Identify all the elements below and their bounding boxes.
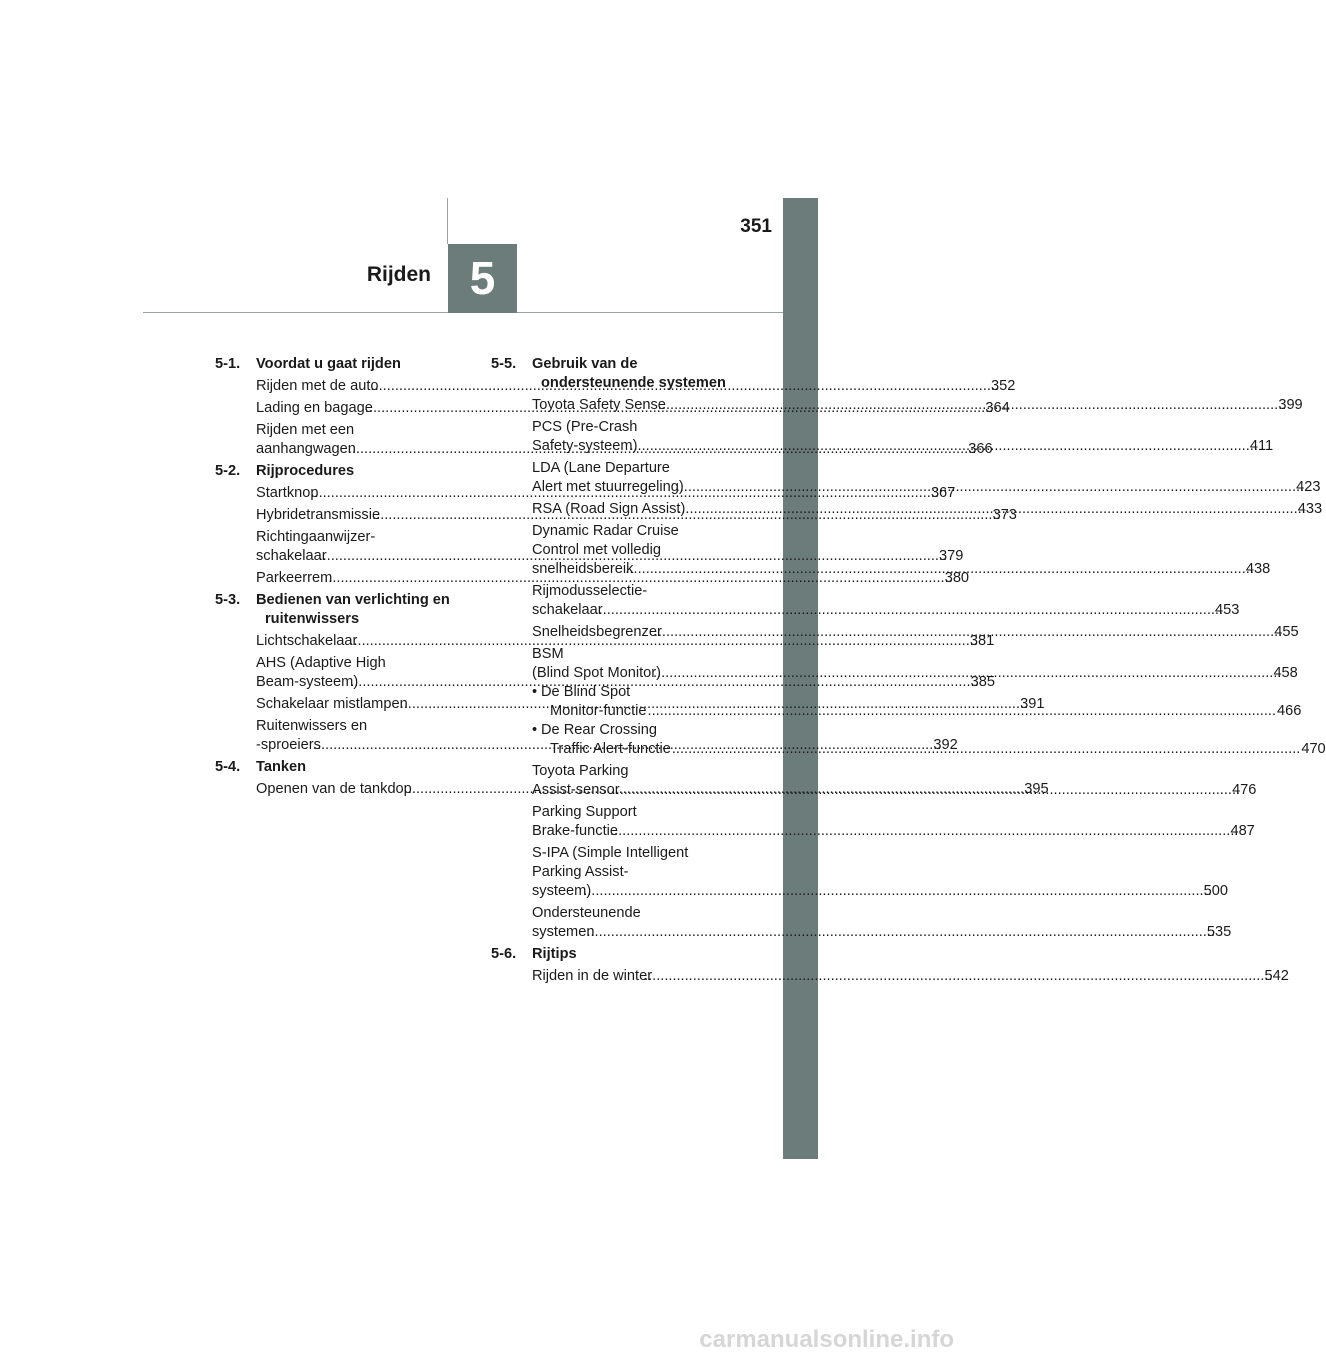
toc-page-ref[interactable]: 352 [990, 378, 1016, 394]
toc-page-ref[interactable]: 395 [1024, 781, 1049, 797]
toc-entry-line [532, 967, 1289, 986]
toc-entry-label: Traffic Alert-functie [550, 741, 671, 757]
toc-entry-line: Parking Support [532, 804, 637, 820]
chapter-number-box: 5 [448, 244, 517, 313]
toc-page-ref[interactable]: 542 [1264, 968, 1289, 984]
toc-dot-leader [667, 396, 1286, 415]
toc-entry-line [541, 702, 1301, 721]
toc-page-ref[interactable]: 453 [1215, 602, 1240, 618]
toc-entry-text [532, 803, 1255, 841]
toc-entry-label: schakelaar [256, 548, 327, 564]
toc-dot-leader [672, 740, 1300, 759]
toc-entry[interactable] [532, 967, 1289, 986]
toc-entry-label: Lichtschakelaar [256, 633, 358, 649]
toc-entry-label: Openen van de tankdop [256, 781, 412, 797]
toc-section-heading[interactable] [491, 355, 739, 393]
toc-section-heading[interactable] [215, 591, 466, 629]
section-number: 5-1. [215, 356, 241, 372]
toc-entry-line: PCS (Pre-Crash [532, 419, 638, 435]
toc-page-ref[interactable]: 423 [1296, 479, 1321, 495]
section-number: 5-5. [491, 356, 517, 372]
toc-entry-text [256, 377, 1016, 396]
header-divider-vertical [447, 198, 448, 244]
toc-page-ref[interactable]: 470 [1301, 741, 1326, 757]
toc-entry-text [532, 904, 1232, 942]
toc-entry-text [532, 582, 1240, 620]
toc-entry-line: LDA (Lane Departure [532, 460, 670, 476]
toc-page-ref[interactable]: 411 [1249, 438, 1274, 454]
toc-entry-line: Control met volledig [532, 542, 661, 558]
section-number: 5-2. [215, 463, 241, 479]
toc-entry-label: Rijden in de winter [532, 968, 653, 984]
toc-dot-leader [595, 923, 1214, 942]
toc-dot-leader [638, 437, 1257, 456]
toc-entry-text [532, 967, 1289, 986]
toc-entry-label: snelheidsbereik [532, 561, 634, 577]
toc-entry-label: Hybridetransmissie [256, 507, 381, 523]
toc-entry-label: Safety-systeem) [532, 438, 638, 454]
toc-page-ref[interactable]: 373 [992, 507, 1017, 523]
toc-page-ref[interactable]: 381 [969, 633, 995, 649]
toc-entry-label: Lading en bagage [256, 400, 373, 416]
toc-section-heading[interactable] [215, 462, 466, 481]
toc-entry-line [532, 601, 1240, 620]
toc-entry-label: systemen [532, 924, 595, 940]
watermark: carmanualsonline.info [699, 1326, 954, 1353]
subentry-body [541, 721, 1326, 759]
section-title: Rijprocedures [256, 463, 355, 479]
toc-entry-label: -sproeiers [256, 737, 321, 753]
section-title: Bedienen van verlichting en ruitenwissers [256, 592, 450, 627]
toc-page-ref[interactable]: 433 [1297, 501, 1323, 517]
toc-entry-line: Parking Assist- [532, 864, 629, 880]
toc-page-ref[interactable]: 535 [1206, 924, 1232, 940]
toc-entry-label: (Blind Spot Monitor) [532, 665, 661, 681]
toc-page-ref[interactable]: 392 [933, 737, 958, 753]
section-title: Rijtips [532, 946, 577, 962]
toc-dot-leader [621, 781, 1240, 800]
toc-page-ref[interactable]: 379 [939, 548, 964, 564]
toc-entry[interactable] [256, 377, 1016, 396]
toc-entry-label: Snelheidsbegrenzer [532, 624, 662, 640]
bullet: • [532, 722, 538, 738]
toc-entry-line: Dynamic Radar Cruise [532, 523, 679, 539]
toc-entry[interactable] [532, 803, 1255, 841]
toc-entry-line [532, 923, 1232, 942]
toc-page-ref[interactable]: 380 [944, 570, 970, 586]
subentry-label: De Rear Crossing [541, 722, 657, 738]
section-number: 5-6. [491, 946, 517, 962]
toc-dot-leader [592, 882, 1211, 901]
toc-page-ref[interactable]: 455 [1274, 624, 1299, 640]
toc-page-ref[interactable]: 399 [1278, 397, 1303, 413]
page-number: 351 [740, 216, 772, 237]
bullet: • [532, 684, 538, 700]
subentry-label: De Blind Spot [541, 684, 631, 700]
toc-page-ref[interactable]: 391 [1020, 696, 1045, 712]
toc-dot-leader [653, 967, 1272, 986]
section-title: Tanken [256, 759, 307, 775]
toc-entry-label: Assist-sensor [532, 782, 620, 798]
toc-entry-line: Rijden met een [256, 422, 355, 438]
section-number: 5-3. [215, 592, 241, 608]
toc-entry-line: Richtingaanwijzer- [256, 529, 376, 545]
toc-entry-line: Ruitenwissers en [256, 718, 368, 734]
toc-entry-label: Alert met stuurregeling) [532, 479, 684, 495]
toc-dot-leader [663, 623, 1282, 642]
toc-dot-leader [634, 560, 1253, 579]
toc-entry-line: Rijmodusselectie- [532, 583, 648, 599]
toc-page-ref[interactable]: 476 [1232, 782, 1257, 798]
chapter-title: Rijden [366, 263, 431, 286]
toc-page-ref[interactable]: 458 [1273, 665, 1298, 681]
toc-entry-label: Schakelaar mistlampen [256, 696, 408, 712]
toc-entry-label: systeem) [532, 883, 592, 899]
toc-entry-text [532, 844, 1229, 901]
toc-entry-label: aanhangwagen [256, 441, 356, 457]
toc-entry-label: RSA (Road Sign Assist) [532, 501, 686, 517]
toc-entry-line [532, 882, 1229, 901]
toc-page-ref[interactable]: 385 [970, 674, 996, 690]
toc-entry-label: Rijden met de auto [256, 378, 379, 394]
subentry-body [541, 683, 1301, 721]
toc-entry-label: Toyota Safety Sense [532, 397, 666, 413]
toc-entry-label: Startknop [256, 485, 319, 501]
toc-entry-label: Beam-systeem) [256, 674, 359, 690]
toc-dot-leader [685, 478, 1304, 497]
toc-entry-line [532, 822, 1255, 841]
toc-dot-leader [662, 664, 1281, 683]
toc-entry[interactable] [532, 844, 1229, 901]
toc-page-ref[interactable]: 366 [968, 441, 993, 457]
toc-entry-line: S-IPA (Simple Intelligent [532, 845, 689, 861]
toc-dot-leader [604, 601, 1223, 620]
toc-page-ref[interactable]: 367 [930, 485, 956, 501]
toc-entry-line [541, 740, 1326, 759]
section-title: Gebruik van de ondersteunende systemen [532, 356, 726, 391]
toc-entry-label: Monitor-functie [550, 703, 647, 719]
toc-page-ref[interactable]: 364 [985, 400, 1010, 416]
section-number: 5-4. [215, 759, 241, 775]
toc-page-ref[interactable]: 487 [1230, 823, 1255, 839]
toc-dot-leader [619, 822, 1238, 841]
toc-entry-line [256, 377, 1016, 396]
toc-entry[interactable] [532, 904, 1232, 942]
toc-entry-label: Brake-functie [532, 823, 618, 839]
section-title: Voordat u gaat rijden [256, 356, 401, 372]
toc-entry[interactable] [532, 582, 1240, 620]
toc-page-ref[interactable]: 500 [1203, 883, 1229, 899]
toc-entry-line: BSM [532, 646, 564, 662]
toc-entry-line: Ondersteunende [532, 905, 641, 921]
toc-entry-line: Toyota Parking [532, 763, 629, 779]
toc-entry-label: Parkeerrem [256, 570, 333, 586]
toc-section-heading[interactable] [215, 355, 466, 374]
toc-page-ref[interactable]: 466 [1277, 703, 1302, 719]
toc-section-heading[interactable] [215, 758, 466, 777]
toc-section-heading[interactable] [491, 945, 739, 964]
toc-page-ref[interactable]: 438 [1245, 561, 1271, 577]
toc-entry-label: schakelaar [532, 602, 603, 618]
toc-entry-line: AHS (Adaptive High [256, 655, 386, 671]
toc-dot-leader [648, 702, 1276, 721]
toc-dot-leader [686, 500, 1305, 519]
